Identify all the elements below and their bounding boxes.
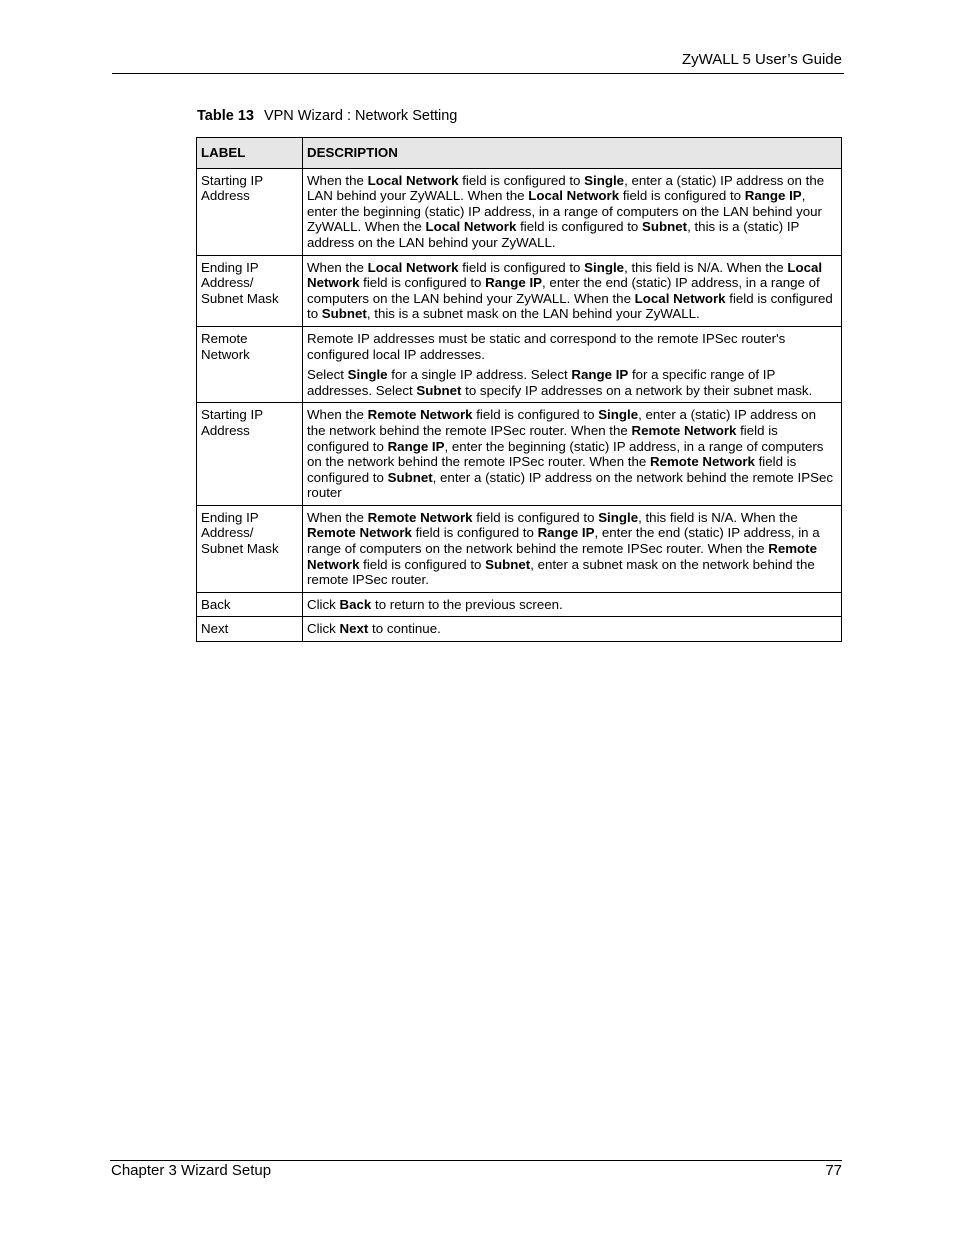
- description-text: field is configured to: [307, 422, 778, 454]
- footer-chapter: Chapter 3 Wizard Setup: [111, 1162, 272, 1179]
- row-description: [303, 505, 842, 592]
- description-text: , enter the end (static) IP address, in a range of computers on the LAN behind your ZyWALL. When the: [307, 275, 820, 306]
- column-header-label: LABEL: [197, 138, 303, 169]
- field-name-text: Local Network: [425, 219, 517, 235]
- description-text: field is configured to: [411, 525, 538, 541]
- row-label: Remote Network: [197, 326, 303, 402]
- field-name-text: Remote Network: [307, 525, 412, 541]
- description-paragraph: [307, 260, 837, 322]
- description-text: , this field is N/A. When the: [638, 509, 798, 525]
- description-text: , enter the beginning (static) IP address, in a range of computers on the LAN behind your ZyWALL. When the: [307, 188, 822, 235]
- description-text: field is configured to: [516, 219, 643, 235]
- description-text: field is configured to: [472, 509, 599, 525]
- field-name-text: Next: [339, 621, 369, 637]
- field-name-text: Range IP: [485, 275, 543, 291]
- field-name-text: Back: [339, 596, 372, 612]
- table-caption-title: VPN Wizard : Network Setting: [263, 108, 458, 124]
- description-paragraph: [307, 331, 837, 362]
- network-setting-table: [196, 137, 842, 642]
- description-paragraph: [307, 597, 837, 613]
- table-caption: [197, 108, 457, 124]
- field-name-text: Subnet: [416, 382, 462, 398]
- table-row: [197, 592, 842, 617]
- table-header-row: [197, 138, 842, 169]
- description-text: field is configured to: [359, 275, 486, 291]
- field-name-text: Single: [598, 509, 639, 525]
- field-name-text: Single: [584, 172, 625, 188]
- field-name-text: Range IP: [571, 367, 629, 383]
- row-label: Ending IP Address/ Subnet Mask: [197, 255, 303, 326]
- description-text: field is configured to: [472, 407, 599, 423]
- description-text: When the: [307, 407, 368, 423]
- description-text: field is configured to: [307, 290, 833, 322]
- row-label: Starting IP Address: [197, 168, 303, 255]
- table-row: [197, 326, 842, 402]
- description-text: to return to the previous screen.: [371, 596, 563, 612]
- description-text: for a single IP address. Select: [387, 367, 572, 383]
- field-name-text: Subnet: [387, 469, 433, 485]
- page-header-title: ZyWALL 5 User’s Guide: [681, 51, 842, 68]
- description-text: When the: [307, 259, 368, 275]
- table-row: [197, 505, 842, 592]
- description-text: Remote IP addresses must be static and correspond to the remote IPSec router's configured local IP addresses.: [307, 330, 786, 362]
- description-text: , this field is N/A. When the: [624, 259, 788, 275]
- description-text: field is configured to: [619, 188, 745, 204]
- table-row: [197, 403, 842, 506]
- description-text: , enter the beginning (static) IP address, in a range of computers on the network behind the remote IPSec router. When the: [307, 438, 824, 470]
- description-text: When the: [307, 172, 368, 188]
- field-name-text: Remote Network: [367, 509, 473, 525]
- footer-page-number: 77: [825, 1162, 842, 1179]
- field-name-text: Range IP: [537, 525, 595, 541]
- description-text: , enter a (static) IP address on the network behind the remote IPSec router. When the: [307, 407, 816, 438]
- field-name-text: Subnet: [485, 556, 531, 572]
- description-text: , enter a (static) IP address on the network behind the remote IPSec router: [307, 469, 833, 501]
- field-name-text: Range IP: [744, 188, 802, 204]
- field-name-text: Remote Network: [631, 422, 737, 438]
- description-text: field is configured to: [458, 259, 585, 275]
- description-text: field is configured to: [359, 556, 486, 572]
- field-name-text: Local Network: [307, 259, 823, 291]
- field-name-text: Local Network: [634, 290, 726, 306]
- description-text: field is configured to: [307, 454, 797, 485]
- field-name-text: Subnet: [321, 306, 367, 322]
- description-paragraph: [307, 510, 837, 588]
- description-paragraph: [307, 621, 837, 637]
- description-text: field is configured to: [458, 172, 585, 188]
- field-name-text: Single: [598, 407, 639, 423]
- row-label: Next: [197, 617, 303, 642]
- description-paragraph: [307, 367, 837, 398]
- table-row: [197, 617, 842, 642]
- field-name-text: Single: [584, 259, 625, 275]
- field-name-text: Remote Network: [367, 407, 473, 423]
- table-caption-label: Table 13: [197, 108, 254, 124]
- header-rule: [112, 73, 844, 74]
- row-description: [303, 592, 842, 617]
- footer-rule: [110, 1160, 842, 1161]
- description-text: Click: [307, 621, 340, 637]
- description-text: to continue.: [368, 621, 441, 637]
- table-row: [197, 168, 842, 255]
- description-text: for a specific range of IP addresses. Select: [307, 367, 776, 398]
- description-text: Select: [307, 367, 348, 383]
- field-name-text: Local Network: [367, 172, 459, 188]
- row-description: [303, 326, 842, 402]
- row-description: [303, 255, 842, 326]
- description-text: When the: [307, 509, 368, 525]
- table-row: [197, 255, 842, 326]
- field-name-text: Local Network: [528, 188, 620, 204]
- field-name-text: Remote Network: [649, 454, 755, 470]
- field-name-text: Range IP: [387, 438, 445, 454]
- description-text: , enter a (static) IP address on the LAN behind your ZyWALL. When the: [307, 172, 825, 204]
- row-description: [303, 168, 842, 255]
- field-name-text: Subnet: [642, 219, 688, 235]
- field-name-text: Single: [347, 367, 388, 383]
- description-text: , enter a subnet mask on the network behind the remote IPSec router.: [307, 556, 815, 588]
- description-text: , enter the end (static) IP address, in a range of computers on the network behind the remote IPSec router. When the: [307, 525, 820, 557]
- description-text: , this is a subnet mask on the LAN behind your ZyWALL.: [366, 306, 700, 322]
- row-description: [303, 403, 842, 506]
- description-text: to specify IP addresses on a network by their subnet mask.: [461, 382, 813, 398]
- column-header-description: DESCRIPTION: [303, 138, 842, 169]
- row-description: [303, 617, 842, 642]
- description-paragraph: [307, 173, 837, 251]
- description-paragraph: [307, 407, 837, 501]
- row-label: Back: [197, 592, 303, 617]
- field-name-text: Local Network: [367, 259, 459, 275]
- row-label: Ending IP Address/ Subnet Mask: [197, 505, 303, 592]
- field-name-text: Remote Network: [307, 541, 818, 572]
- table-body: [197, 168, 842, 641]
- description-text: Click: [307, 596, 340, 612]
- description-text: , this is a (static) IP address on the LAN behind your ZyWALL.: [307, 219, 800, 250]
- row-label: Starting IP Address: [197, 403, 303, 506]
